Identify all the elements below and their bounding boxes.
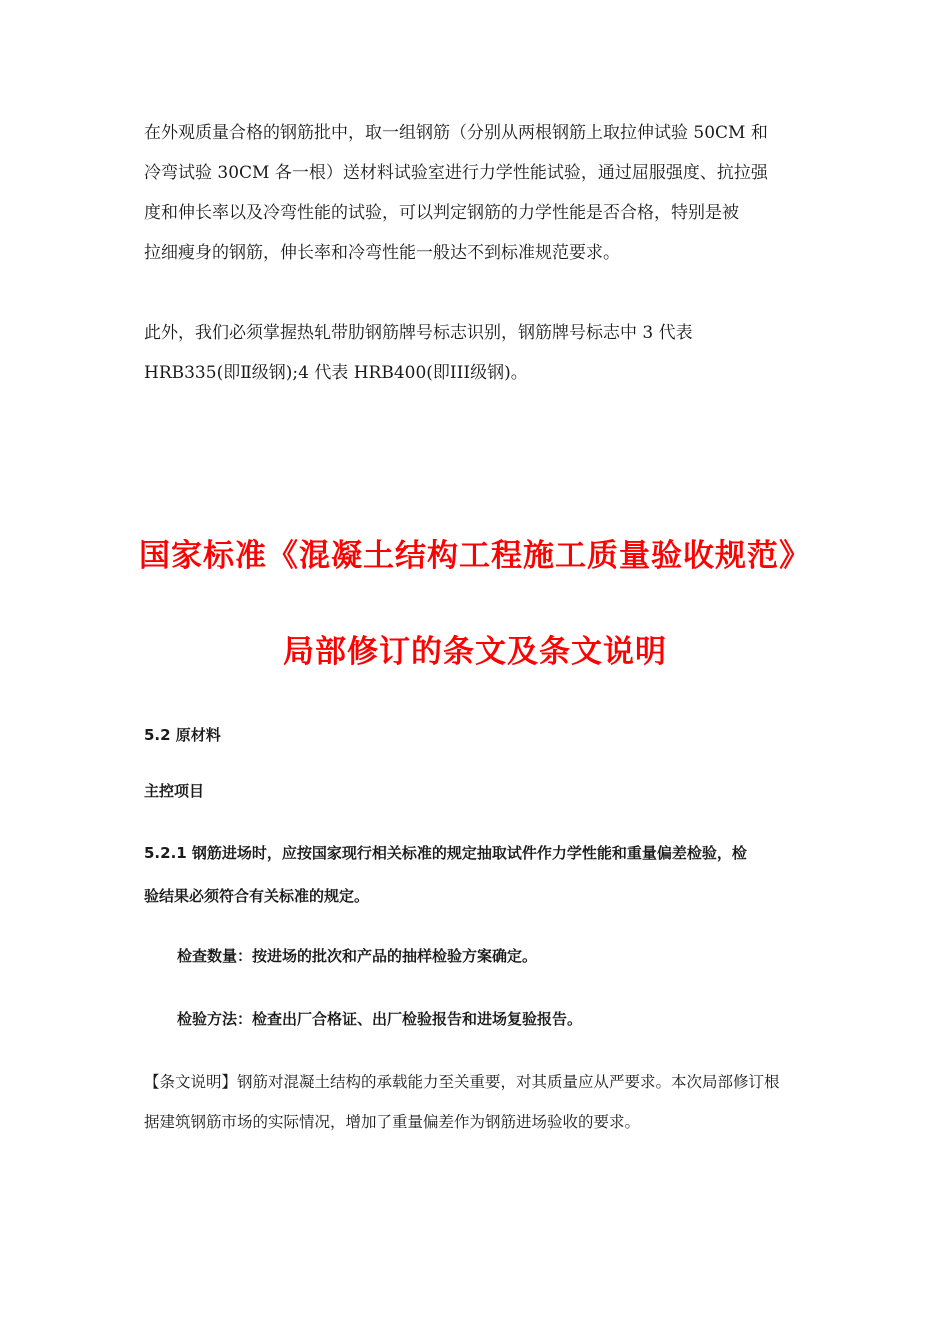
text-line: 在外观质量合格的钢筋批中，取一组钢筋（分别从两根钢筋上取拉伸试验 50CM 和 — [144, 123, 768, 143]
paragraph-steel-testing — [144, 113, 808, 273]
text-line: 【条文说明】钢筋对混凝土结构的承载能力至关重要，对其质量应从严要求。本次局部修订根 — [144, 1073, 780, 1091]
check-method: 检验方法：检查出厂合格证、出厂检验报告和进场复验报告。 — [177, 1010, 583, 1028]
text-line: 拉细瘦身的钢筋，伸长率和冷弯性能一般达不到标准规范要求。 — [144, 243, 620, 263]
section-subheading: 主控项目 — [144, 782, 205, 800]
text-line: 此外，我们必须掌握热轧带肋钢筋牌号标志识别，钢筋牌号标志中 3 代表 — [144, 323, 693, 343]
clause-explanation — [144, 1062, 814, 1142]
clause-text-line: 验结果必须符合有关标准的规定。 — [144, 887, 370, 905]
document-subtitle: 局部修订的条文及条文说明 — [283, 634, 667, 670]
document-title: 国家标准《混凝土结构工程施工质量验收规范》 — [139, 538, 811, 574]
text-line: 据建筑钢筋市场的实际情况，增加了重量偏差作为钢筋进场验收的要求。 — [144, 1113, 641, 1131]
section-heading: 5.2 原材料 — [144, 726, 221, 744]
clause-text-line: 5.2.1 钢筋进场时，应按国家现行相关标准的规定抽取试件作力学性能和重量偏差检验，检 — [144, 844, 747, 862]
text-line: 冷弯试验 30CM 各一根）送材料试验室进行力学性能试验，通过屈服强度、抗拉强 — [144, 163, 768, 183]
text-line: 度和伸长率以及冷弯性能的试验，可以判定钢筋的力学性能是否合格，特别是被 — [144, 203, 739, 223]
paragraph-grade-marking — [144, 313, 808, 393]
text-line: HRB335(即Ⅱ级钢);4 代表 HRB400(即III级钢)。 — [144, 363, 528, 383]
check-quantity: 检查数量：按进场的批次和产品的抽样检验方案确定。 — [177, 947, 538, 965]
